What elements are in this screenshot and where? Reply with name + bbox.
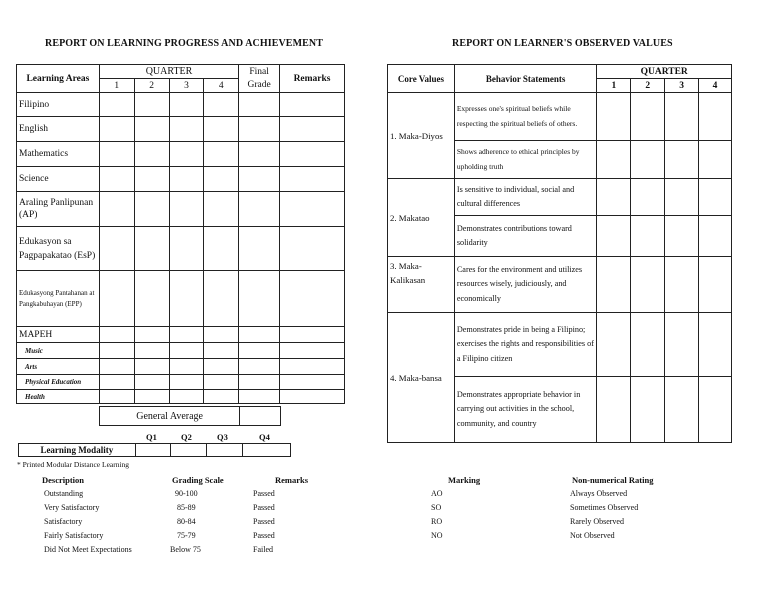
rating-cell[interactable] [665, 313, 699, 377]
mark-rating: Not Observed [570, 531, 615, 540]
grade-remarks: Passed [253, 531, 275, 540]
remarks-header: Remarks [280, 65, 345, 93]
remarks-cell[interactable] [280, 93, 345, 117]
subject-filipino: Filipino [17, 93, 100, 117]
values-q4-header: 4 [699, 79, 732, 93]
grade-description: Fairly Satisfactory [44, 531, 104, 540]
grade-cell[interactable] [134, 117, 169, 142]
rating-cell[interactable] [665, 141, 699, 179]
grade-scale: 75-79 [177, 531, 196, 540]
grade-cell[interactable] [134, 375, 169, 390]
remarks-cell[interactable] [280, 375, 345, 390]
marking-legend [0, 473, 768, 553]
grade-cell[interactable] [99, 359, 134, 375]
grade-cell[interactable] [134, 227, 169, 271]
grade-cell[interactable] [169, 227, 204, 271]
grade-cell[interactable] [169, 327, 204, 343]
grade-cell[interactable] [169, 167, 204, 192]
grade-description: Very Satisfactory [44, 503, 100, 512]
grade-cell[interactable] [204, 142, 239, 167]
modality-footnote: * Printed Modular Distance Learning [17, 460, 130, 469]
grade-scale: 90-100 [175, 489, 198, 498]
grade-cell[interactable] [169, 390, 204, 404]
final-grade-cell[interactable] [239, 375, 280, 390]
remarks-cell[interactable] [280, 142, 345, 167]
modality-q2: Q2 [181, 432, 192, 442]
general-average-label: General Average [100, 407, 240, 426]
grade-cell[interactable] [204, 192, 239, 227]
grade-cell[interactable] [169, 359, 204, 375]
grade-cell[interactable] [204, 359, 239, 375]
grade-cell[interactable] [99, 343, 134, 359]
mark-code: AO [431, 489, 443, 498]
remarks-cell[interactable] [280, 167, 345, 192]
final-grade-cell[interactable] [239, 142, 280, 167]
grade-scale: Below 75 [170, 545, 201, 554]
grade-cell[interactable] [134, 192, 169, 227]
final-grade-cell[interactable] [239, 192, 280, 227]
modality-cell[interactable] [171, 444, 207, 457]
grade-cell[interactable] [99, 167, 134, 192]
rating-cell[interactable] [665, 179, 699, 216]
learning-modality-table [18, 443, 291, 457]
behavior-statement: Demonstrates contributions toward solidarity [454, 216, 597, 257]
mark-rating: Sometimes Observed [570, 503, 639, 512]
final-grade-cell[interactable] [239, 390, 280, 404]
mark-code: NO [431, 531, 443, 540]
q2-header: 2 [134, 79, 169, 93]
rating-cell[interactable] [699, 377, 732, 443]
values-q3-header: 3 [665, 79, 699, 93]
final-grade-cell[interactable] [239, 327, 280, 343]
modality-q1: Q1 [146, 432, 157, 442]
rating-cell[interactable] [665, 257, 699, 313]
modality-cell[interactable] [135, 444, 171, 457]
grade-cell[interactable] [204, 375, 239, 390]
remarks-cell[interactable] [280, 390, 345, 404]
grade-cell[interactable] [134, 390, 169, 404]
final-grade-cell[interactable] [239, 271, 280, 327]
final-grade-cell[interactable] [239, 93, 280, 117]
grade-cell[interactable] [204, 167, 239, 192]
rating-cell[interactable] [699, 93, 732, 141]
grade-cell[interactable] [204, 93, 239, 117]
grade-cell[interactable] [169, 343, 204, 359]
remarks-cell[interactable] [280, 343, 345, 359]
grade-description: Outstanding [44, 489, 84, 498]
grade-cell[interactable] [169, 271, 204, 327]
values-q1-header: 1 [597, 79, 631, 93]
rating-cell[interactable] [597, 257, 631, 313]
final-grade-cell[interactable] [239, 359, 280, 375]
values-title: REPORT ON LEARNER'S OBSERVED VALUES [452, 38, 673, 49]
grade-remarks: Passed [253, 489, 275, 498]
rating-cell[interactable] [699, 313, 732, 377]
q1-header: 1 [99, 79, 134, 93]
behavior-statement: Cares for the environment and utilizes resources wisely, judiciously, and economically [454, 257, 597, 313]
rating-cell[interactable] [699, 216, 732, 257]
grade-cell[interactable] [99, 117, 134, 142]
table-row [17, 117, 345, 142]
subject-mathematics: Mathematics [17, 142, 100, 167]
grading-scale-header: Grading Scale [172, 475, 224, 485]
table-row [17, 390, 345, 404]
subject-health: Health [17, 390, 100, 404]
grade-cell[interactable] [134, 93, 169, 117]
learning-modality-label: Learning Modality [19, 444, 136, 457]
rating-cell[interactable] [597, 216, 631, 257]
grade-cell[interactable] [134, 271, 169, 327]
table-row [17, 167, 345, 192]
table-row [17, 227, 345, 271]
rating-cell[interactable] [665, 216, 699, 257]
final-grade-cell[interactable] [239, 117, 280, 142]
subject-ap: Araling Panlipunan (AP) [17, 192, 100, 227]
progress-table [16, 64, 345, 404]
rating-cell[interactable] [631, 179, 665, 216]
table-row [17, 327, 345, 343]
behavior-statement: Is sensitive to individual, social and cultural differences [454, 179, 597, 216]
grade-cell[interactable] [169, 192, 204, 227]
grade-cell[interactable] [99, 192, 134, 227]
rating-cell[interactable] [631, 257, 665, 313]
grade-cell[interactable] [169, 117, 204, 142]
table-row [388, 313, 732, 377]
modality-cell[interactable] [243, 444, 291, 457]
grade-cell[interactable] [204, 343, 239, 359]
rating-cell[interactable] [665, 377, 699, 443]
table-row [388, 257, 732, 313]
grade-scale: 85-89 [177, 503, 196, 512]
modality-q4: Q4 [259, 432, 270, 442]
subject-pe: Physical Education [17, 375, 100, 390]
final-grade-cell[interactable] [239, 167, 280, 192]
behavior-statements-header: Behavior Statements [454, 65, 597, 93]
grade-description: Did Not Meet Expectations [44, 545, 132, 554]
table-row [17, 359, 345, 375]
mark-rating: Always Observed [570, 489, 628, 498]
core-values-header: Core Values [388, 65, 455, 93]
grade-cell[interactable] [134, 327, 169, 343]
rating-cell[interactable] [699, 141, 732, 179]
behavior-statement: Demonstrates pride in being a Filipino; exercises the rights and responsibilities of a Filipino citizen [454, 313, 597, 377]
table-row [17, 343, 345, 359]
table-row [388, 179, 732, 216]
rating-cell[interactable] [665, 93, 699, 141]
grade-cell[interactable] [99, 390, 134, 404]
subject-arts: Arts [17, 359, 100, 375]
grade-cell[interactable] [99, 93, 134, 117]
remarks-cell[interactable] [280, 192, 345, 227]
grade-remarks: Passed [253, 503, 275, 512]
subject-mapeh: MAPEH [17, 327, 100, 343]
final-grade-header: Final Grade [239, 65, 280, 93]
quarter-header: QUARTER [99, 65, 238, 79]
behavior-statement: Demonstrates appropriate behavior in carrying out activities in the school, community, and country [454, 377, 597, 443]
rating-cell[interactable] [597, 377, 631, 443]
grade-cell[interactable] [134, 142, 169, 167]
grade-description: Satisfactory [44, 517, 83, 526]
values-q2-header: 2 [631, 79, 665, 93]
grade-cell[interactable] [99, 227, 134, 271]
subject-epp: Edukasyong Pantahanan at Pangkabuhayan (EPP) [17, 271, 100, 327]
grade-cell[interactable] [134, 167, 169, 192]
general-average-table [99, 406, 281, 426]
rating-cell[interactable] [597, 313, 631, 377]
grade-cell[interactable] [99, 327, 134, 343]
table-row [388, 93, 732, 141]
rating-cell[interactable] [631, 216, 665, 257]
grade-cell[interactable] [99, 375, 134, 390]
table-row [17, 375, 345, 390]
core-value-maka-diyos: 1. Maka-Diyos [388, 93, 455, 179]
grade-cell[interactable] [204, 327, 239, 343]
grade-cell[interactable] [204, 117, 239, 142]
grade-cell[interactable] [204, 271, 239, 327]
behavior-statement: Shows adherence to ethical principles by upholding truth [454, 141, 597, 179]
grade-cell[interactable] [99, 271, 134, 327]
subject-esp: Edukasyon sa Pagpapakatao (EsP) [17, 227, 100, 271]
behavior-statement: Expresses one's spiritual beliefs while respecting the spiritual beliefs of others. [454, 93, 597, 141]
remarks-cell[interactable] [280, 359, 345, 375]
q4-header: 4 [204, 79, 239, 93]
grade-cell[interactable] [134, 343, 169, 359]
core-value-maka-bansa: 4. Maka-bansa [388, 313, 455, 443]
rating-cell[interactable] [631, 93, 665, 141]
marking-header: Marking [448, 475, 481, 485]
values-table [387, 64, 732, 443]
rating-cell[interactable] [597, 93, 631, 141]
modality-cell[interactable] [207, 444, 243, 457]
final-grade-cell[interactable] [239, 227, 280, 271]
table-row [17, 142, 345, 167]
rating-cell[interactable] [631, 377, 665, 443]
final-grade-cell[interactable] [239, 343, 280, 359]
description-header: Description [42, 475, 85, 485]
grade-cell[interactable] [134, 359, 169, 375]
grade-cell[interactable] [99, 142, 134, 167]
remarks-cell[interactable] [280, 327, 345, 343]
grade-cell[interactable] [169, 142, 204, 167]
remarks-cell[interactable] [280, 271, 345, 327]
rating-cell[interactable] [597, 141, 631, 179]
non-numerical-rating-header: Non-numerical Rating [572, 475, 654, 485]
remarks-legend-header: Remarks [275, 475, 309, 485]
grade-remarks: Passed [253, 517, 275, 526]
general-average-cell[interactable] [240, 407, 281, 426]
mark-code: SO [431, 503, 442, 512]
grade-remarks: Failed [253, 545, 273, 554]
table-row [17, 271, 345, 327]
core-value-maka-kalikasan: 3. Maka-Kalikasan [388, 257, 455, 313]
grade-cell[interactable] [169, 375, 204, 390]
q3-header: 3 [169, 79, 204, 93]
rating-cell[interactable] [631, 141, 665, 179]
rating-cell[interactable] [699, 179, 732, 216]
subject-science: Science [17, 167, 100, 192]
progress-title: REPORT ON LEARNING PROGRESS AND ACHIEVEMENT [45, 38, 323, 49]
learning-areas-header: Learning Areas [17, 65, 100, 93]
modality-q3: Q3 [217, 432, 228, 442]
grade-cell[interactable] [204, 390, 239, 404]
subject-music: Music [17, 343, 100, 359]
table-row [17, 192, 345, 227]
rating-cell[interactable] [699, 257, 732, 313]
rating-cell[interactable] [597, 179, 631, 216]
mark-code: RO [431, 517, 443, 526]
table-row [17, 93, 345, 117]
grade-scale: 80-84 [177, 517, 196, 526]
remarks-cell[interactable] [280, 227, 345, 271]
grade-cell[interactable] [169, 93, 204, 117]
subject-english: English [17, 117, 100, 142]
core-value-makatao: 2. Makatao [388, 179, 455, 257]
remarks-cell[interactable] [280, 117, 345, 142]
mark-rating: Rarely Observed [570, 517, 624, 526]
rating-cell[interactable] [631, 313, 665, 377]
grade-cell[interactable] [204, 227, 239, 271]
values-quarter-header: QUARTER [597, 65, 732, 79]
